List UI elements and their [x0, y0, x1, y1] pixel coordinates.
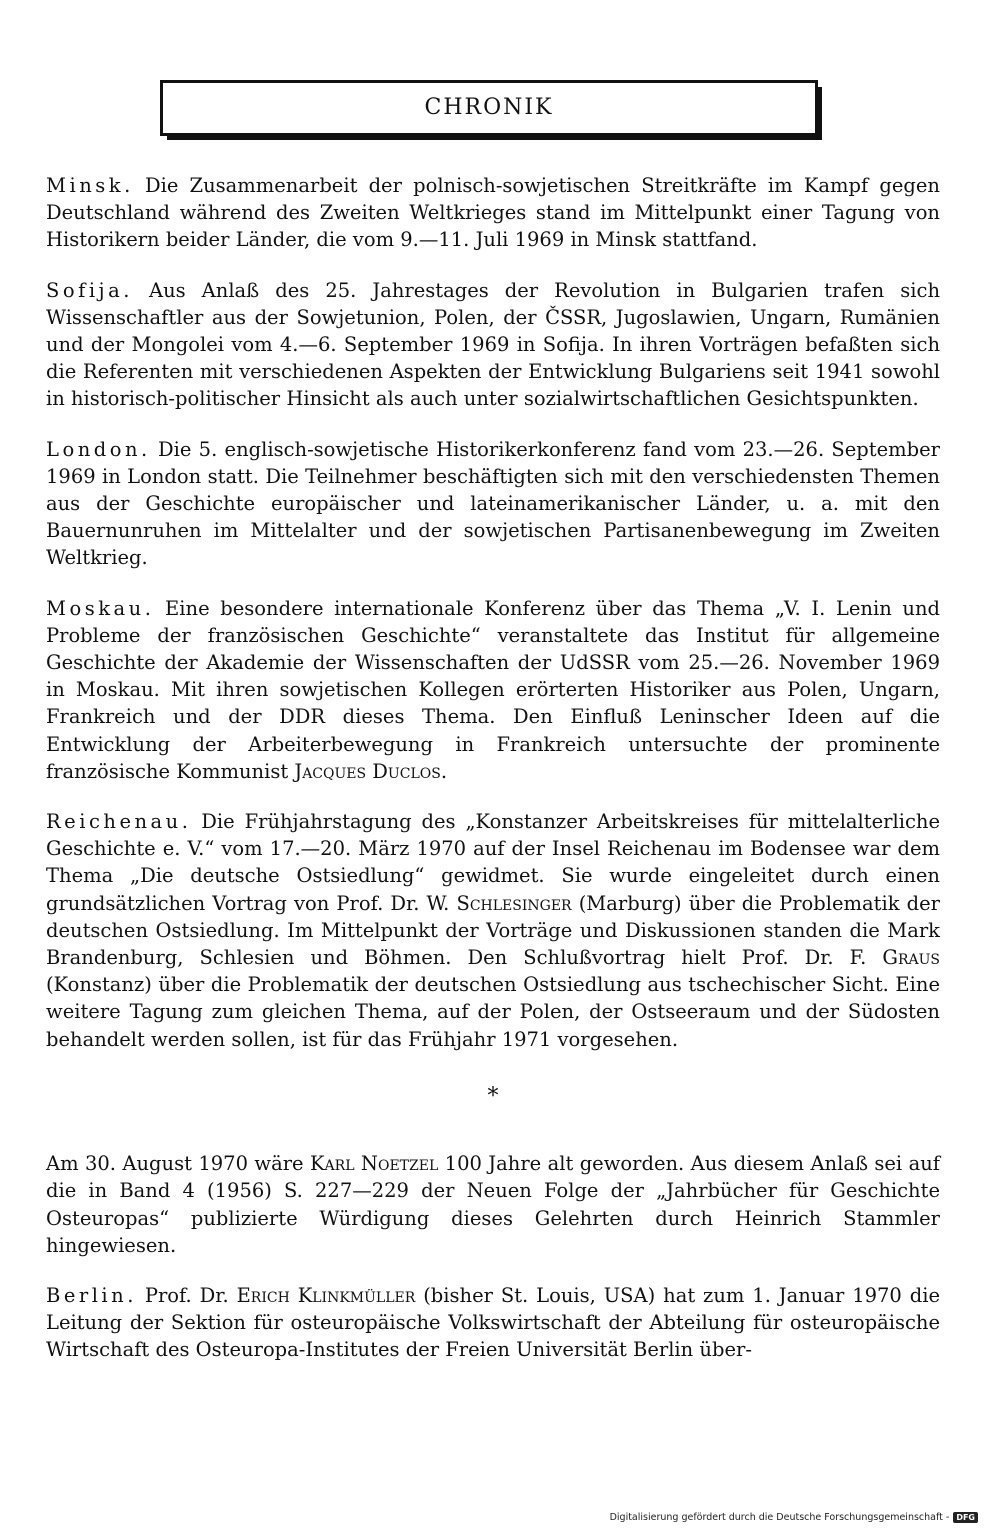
entry-text: Die Frühjahrstagung des „Konstanzer Arbeitskreises für mittelalterliche Geschichte e. V.“ vom 17.—20. März 1970 auf der Insel Reichenau im Bodensee war dem Thema „Die deutsche Ostsiedlung“ gewidmet. Sie wurde eingeleitet durch einen grundsätzlichen Vortrag von Prof. Dr. W. [46, 810, 940, 915]
entry-place: Reichenau. [46, 810, 192, 834]
header-box-shadow-right [818, 87, 822, 140]
entry-berlin [46, 1282, 940, 1364]
entry-text-start: Am 30. August 1970 wäre [46, 1152, 310, 1176]
entry-minsk [46, 172, 940, 254]
entry-place: Minsk. [46, 174, 134, 197]
entry-london [46, 436, 940, 572]
entry-text: 100 Jahre alt geworden. Aus diesem Anlaß sei auf die in Band 4 (1956) S. 227—229 der Neuen Folge der „Jahrbücher für Geschichte Osteuropas“ publizierte Würdigung dieses Gelehrten durch Heinrich Stammler hingewiesen. [46, 1152, 940, 1257]
footer-text: Digitalisierung gefördert durch die Deutsche Forschungsgemeinschaft - [609, 1512, 950, 1523]
person-name: Schlesinger [456, 891, 572, 915]
entry-place: Berlin. [46, 1283, 137, 1307]
entry-place: Sofija. [46, 278, 133, 302]
entry-text: Aus Anlaß des 25. Jahrestages der Revolution in Bulgarien trafen sich Wissenschaftler aus der Sowjetunion, Polen, der ČSSR, Jugoslawien, Ungarn, Rumänien und der Mongolei vom 4.—6. September 1969 in Sofija. In ihren Vorträgen befaßten sich die Referenten mit verschiedenen Aspekten der Entwicklung Bulgariens seit 1941 sowohl in historisch-politischer Hinsicht als auch unter sozialwirtschaftlichen Gesichtspunkten. [46, 278, 940, 411]
digitization-footer [610, 1512, 978, 1523]
person-name: Jacques Duclos [294, 759, 441, 783]
person-name: Graus [882, 946, 940, 970]
chronik-header-box [160, 80, 818, 136]
section-separator: * [487, 1083, 499, 1109]
entry-text-mid: (Marburg) über die Problematik der deutschen Ostsiedlung. Im Mittelpunkt der Vorträge und Diskussionen standen die Mark Brandenburg, Schlesien und Böhmen. Den Schlußvortrag hielt Prof. Dr. F. [46, 891, 941, 970]
dfg-logo: DFG [953, 1512, 978, 1523]
entry-text: Die Zusammenarbeit der polnisch-sowjetischen Streitkräfte im Kampf gegen Deutschland während des Zweiten Weltkrieges stand im Mittelpunkt einer Tagung von Historikern beider Länder, die vom 9.—11. Juli 1969 in Minsk stattfand. [46, 174, 940, 252]
entry-noetzel [46, 1150, 940, 1259]
entry-place: London. [46, 437, 151, 461]
entry-text: Die 5. englisch-sowjetische Historikerkonferenz fand vom 23.—26. September 1969 in London statt. Die Teilnehmer beschäftigten sich mit den verschiedensten Themen aus der Geschichte europäischer und lateinamerikanischer Länder, u. a. mit den Bauernunruhen im Mittelalter und der sowjetischen Partisanenbewegung im Zweiten Weltkrieg. [46, 437, 940, 570]
entry-moskau [46, 595, 940, 785]
entry-text: Eine besondere internationale Konferenz über das Thema „V. I. Lenin und Probleme der französischen Geschichte“ veranstaltete das Institut für allgemeine Geschichte der Akademie der Wissenschaften der UdSSR vom 25.—26. November 1969 in Moskau. Mit ihren sowjetischen Kollegen erörterten Historiker aus Polen, Ungarn, Frankreich und der DDR dieses Thema. Den Einfluß Leninscher Ideen auf die Entwicklung der Arbeiterbewegung in Frankreich untersuchte der prominente französische Kommunist [46, 596, 940, 783]
header-box-shadow-bottom [167, 136, 822, 140]
person-name: Erich Klinkmüller [236, 1283, 416, 1307]
entry-text-end: . [440, 759, 448, 783]
entry-place: Moskau. [46, 596, 155, 620]
entry-text-end: (Konstanz) über die Problematik der deutschen Ostsiedlung aus tschechischer Sicht. Eine weitere Tagung zum gleichen Thema, auf der Polen, der Ostseeraum und der Südosten behandelt werden sollen, ist für das Frühjahr 1971 vorgesehen. [46, 973, 940, 1051]
entry-sofija [46, 277, 940, 413]
person-name: Karl Noetzel [309, 1152, 439, 1176]
page-title: CHRONIK [424, 95, 554, 120]
entry-text: Prof. Dr. [136, 1283, 237, 1307]
entry-text-end: (bisher St. Louis, USA) hat zum 1. Januar 1970 die Leitung der Sektion für osteuropäische Volkswirtschaft der Abteilung für osteuropäische Wirtschaft des Osteuropa-Institutes der Freien Universität Berlin über- [46, 1283, 940, 1362]
entry-reichenau [46, 808, 940, 1053]
chronik-content [46, 172, 940, 1387]
